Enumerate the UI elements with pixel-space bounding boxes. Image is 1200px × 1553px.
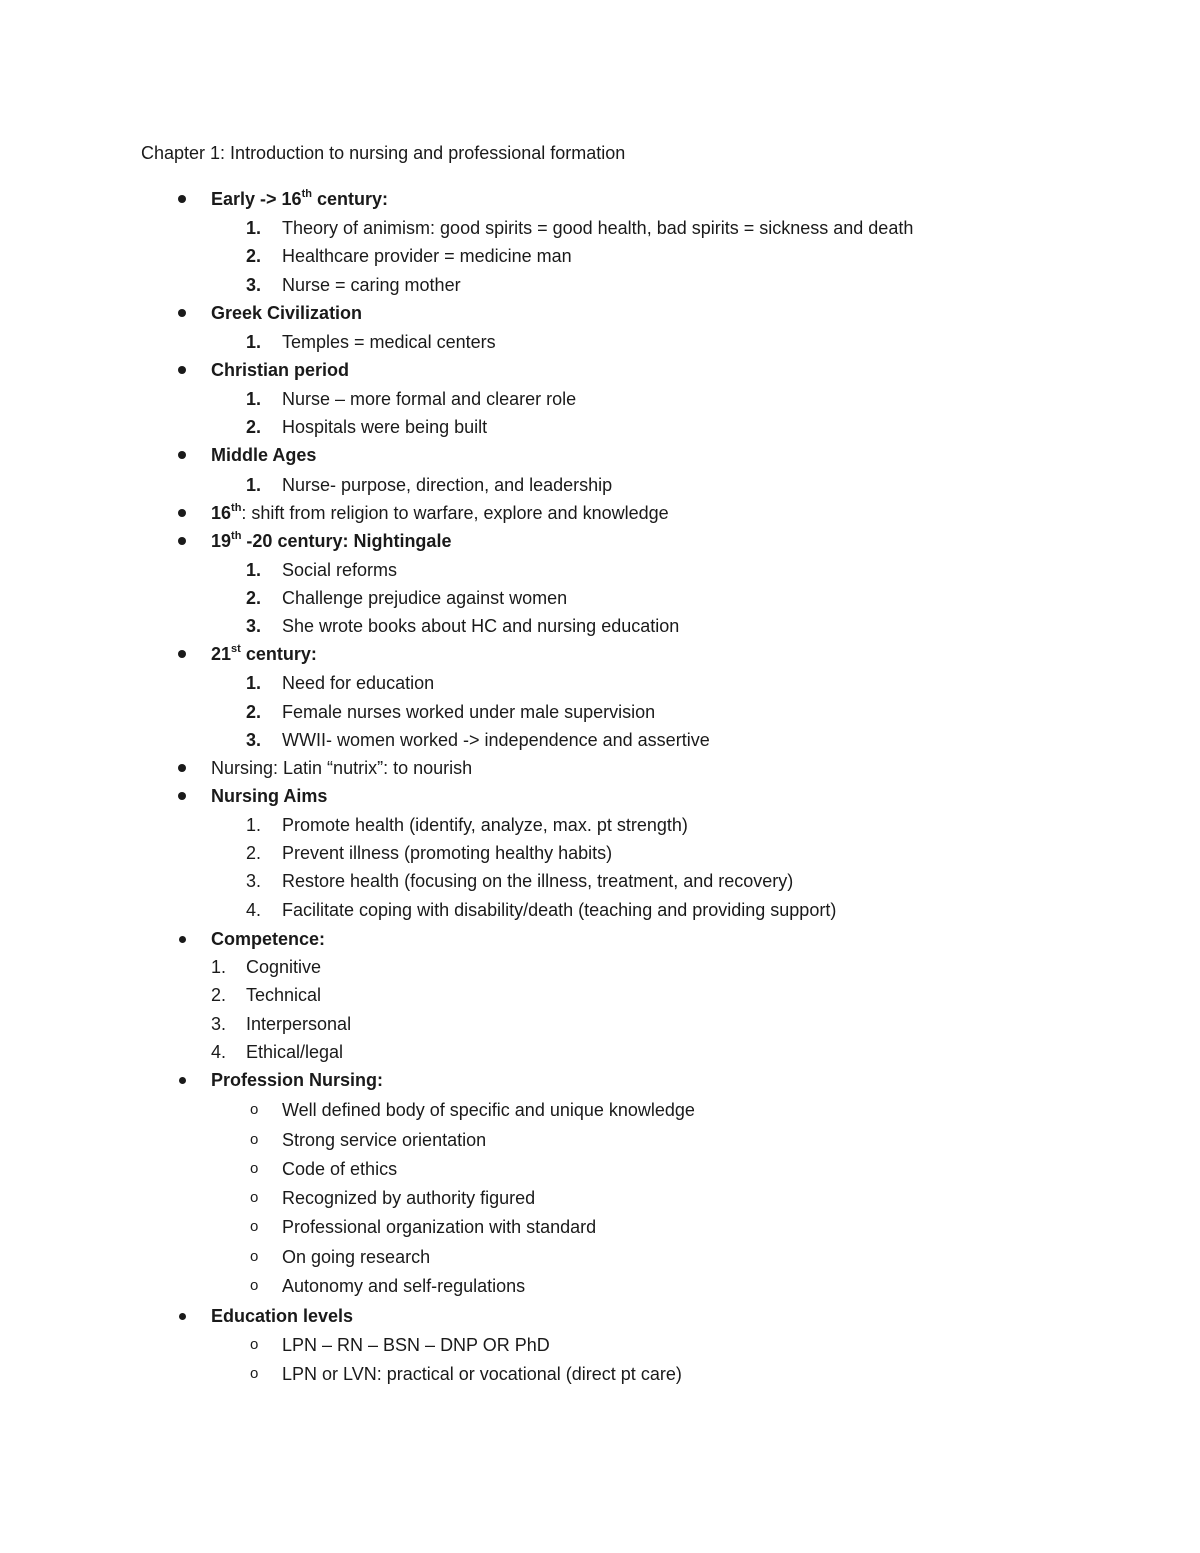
bullet-icon bbox=[172, 782, 192, 810]
bullet-icon bbox=[172, 356, 192, 384]
bullet-icon bbox=[172, 1066, 192, 1094]
bullet-icon bbox=[172, 754, 192, 782]
circle-bullet-icon: o bbox=[250, 1131, 259, 1148]
bullet-icon bbox=[172, 527, 192, 555]
circle-bullet-icon: o bbox=[250, 1365, 259, 1382]
circle-bullet-icon: o bbox=[250, 1101, 259, 1118]
item-heading: Early -> 16th century: bbox=[211, 188, 388, 209]
item-heading: Christian period bbox=[211, 360, 350, 380]
item-heading: Profession Nursing: bbox=[211, 1070, 384, 1090]
item-heading: 19th -20 century: Nightingale bbox=[211, 530, 452, 551]
circle-bullet-icon: o bbox=[250, 1189, 259, 1206]
circle-bullet-icon: o bbox=[250, 1218, 259, 1235]
bullet-icon bbox=[172, 185, 192, 213]
document-page: Chapter 1: Introduction to nursing and professional formation Early -> 16th century: 1. Theory of animism: good spirits = good health, bad spirits = sickness and death 2. Healthcare provider = medicine man 3. Nurse = caring mother Greek Civilization 1. Temples = medical centers Christian period 1. Nurse – more formal and clearer role 2. Hospitals were being built Middle Ages 1. Nurse- purpose, direction, and leadership 16th: shift from religion to warfare, explore and knowledge 19th -20 century: Nightingale 1. Social reforms 2. Challenge prejudice against women 3. She wrote books about HC and nursing education 21st century: 1. Need for education 2. Female nurses worked under male supervision 3. WWII- women worked -> independence and assertive Nursing: Latin “nutrix”: to nourish Nursing Aims 1. Promote health (identify, analyze, max. pt strength) 2. Prevent illness (promoting healthy habits) 3. Restore health (focusing on the illness, treatment, and recovery) 4. Facilitate coping with disability/death (teaching and providing support) Competence: 1. Cognitive 2. Technical 3. Interpersonal 4. Ethical/legal Profession Nursing: o Well defined body of specific and unique knowledge o Strong service orientation o Code of ethics o Recognized by authority figured o Professional organization with standard o On going research o Autonomy and self-regulations Education levels o LPN – RN – BSN – DNP OR PhD o LPN or LVN: practical or vocational (direct pt care) bbox=[0, 0, 1200, 1553]
item-heading: Nursing Aims bbox=[211, 786, 328, 806]
bullet-icon bbox=[172, 925, 192, 953]
item-heading: Competence: bbox=[211, 929, 326, 949]
item-heading: Greek Civilization bbox=[211, 303, 363, 323]
item-text: 16th: shift from religion to warfare, explore and knowledge bbox=[211, 502, 669, 523]
circle-bullet-icon: o bbox=[250, 1336, 259, 1353]
circle-bullet-icon: o bbox=[250, 1277, 259, 1294]
item-heading: Middle Ages bbox=[211, 445, 317, 465]
item-heading: 21st century: bbox=[211, 643, 317, 664]
item-heading: Education levels bbox=[211, 1306, 354, 1326]
circle-bullet-icon: o bbox=[250, 1248, 259, 1265]
bullet-icon bbox=[172, 1302, 192, 1330]
circle-bullet-icon: o bbox=[250, 1160, 259, 1177]
bullet-icon bbox=[172, 441, 192, 469]
bullet-icon bbox=[172, 299, 192, 327]
bullet-icon bbox=[172, 640, 192, 668]
bullet-icon bbox=[172, 499, 192, 527]
page-title: Chapter 1: Introduction to nursing and professional formation bbox=[141, 143, 626, 163]
item-text: Nursing: Latin “nutrix”: to nourish bbox=[211, 758, 473, 778]
